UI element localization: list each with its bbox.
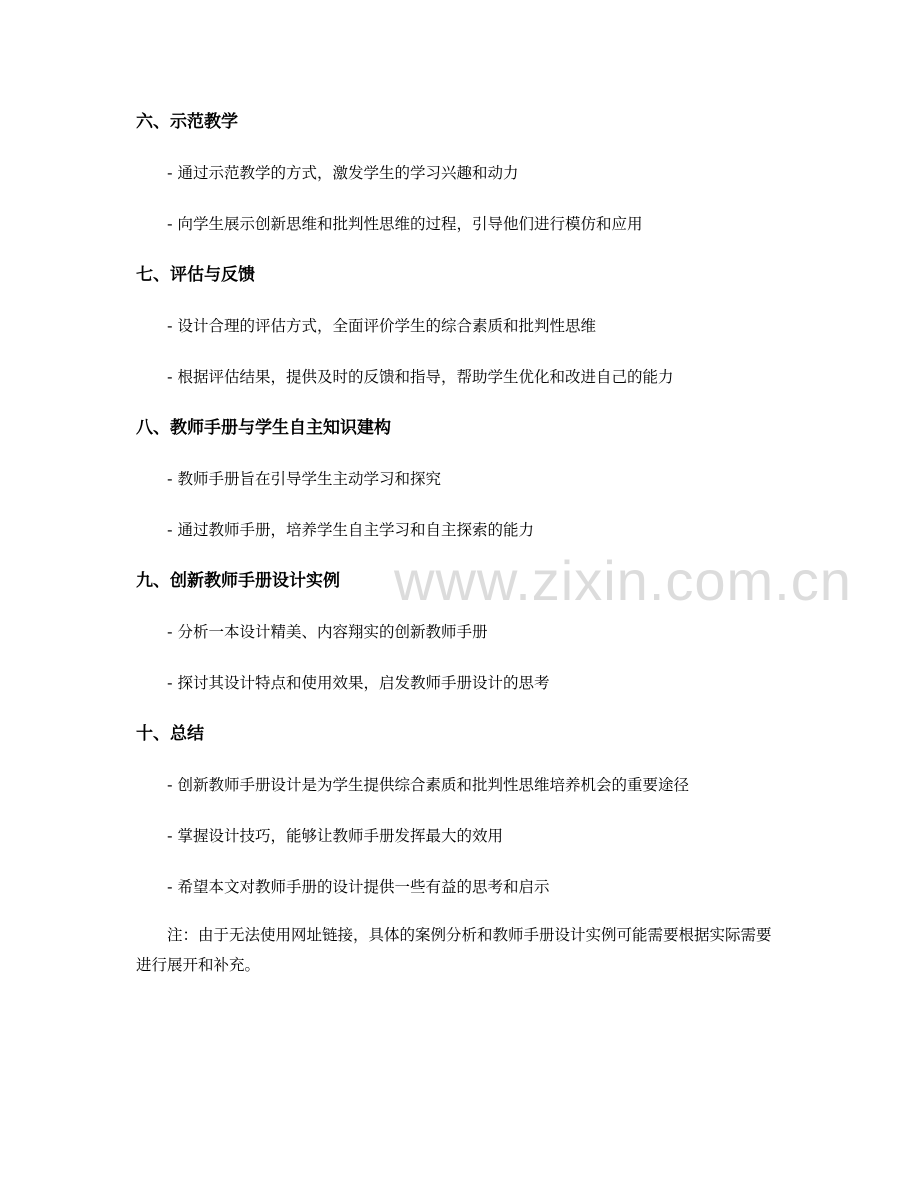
section-heading: 八、教师手册与学生自主知识建构 [136, 418, 391, 438]
section-heading: 十、总结 [136, 724, 204, 744]
watermark: www.zixin.com.cn [394, 549, 852, 612]
bullet-item: - 教师手册旨在引导学生主动学习和探究 [167, 470, 442, 488]
section-10 [136, 716, 786, 905]
bullet-item: - 希望本文对教师手册的设计提供一些有益的思考和启示 [167, 878, 550, 896]
section-heading: 九、创新教师手册设计实例 [136, 571, 340, 591]
bullet-item: - 根据评估结果，提供及时的反馈和指导，帮助学生优化和改进自己的能力 [167, 368, 674, 386]
section-9 [136, 563, 786, 701]
section-7 [136, 257, 786, 395]
document-content [136, 104, 786, 980]
bullet-item: - 向学生展示创新思维和批判性思维的过程，引导他们进行模仿和应用 [167, 215, 643, 233]
section-heading: 七、评估与反馈 [136, 265, 255, 285]
bullet-item: - 分析一本设计精美、内容翔实的创新教师手册 [167, 623, 488, 641]
bullet-item: - 创新教师手册设计是为学生提供综合素质和批判性思维培养机会的重要途径 [167, 776, 690, 794]
bullet-item: - 设计合理的评估方式，全面评价学生的综合素质和批判性思维 [167, 317, 597, 335]
footnote: 注：由于无法使用网址链接，具体的案例分析和教师手册设计实例可能需要根据实际需要进行展开和补充。 [136, 926, 772, 974]
section-6 [136, 104, 786, 242]
bullet-item: - 通过示范教学的方式，激发学生的学习兴趣和动力 [167, 164, 519, 182]
section-8 [136, 410, 786, 548]
bullet-item: - 探讨其设计特点和使用效果，启发教师手册设计的思考 [167, 674, 550, 692]
bullet-item: - 掌握设计技巧，能够让教师手册发挥最大的效用 [167, 827, 504, 845]
bullet-item: - 通过教师手册，培养学生自主学习和自主探索的能力 [167, 521, 535, 539]
section-heading: 六、示范教学 [136, 112, 238, 132]
